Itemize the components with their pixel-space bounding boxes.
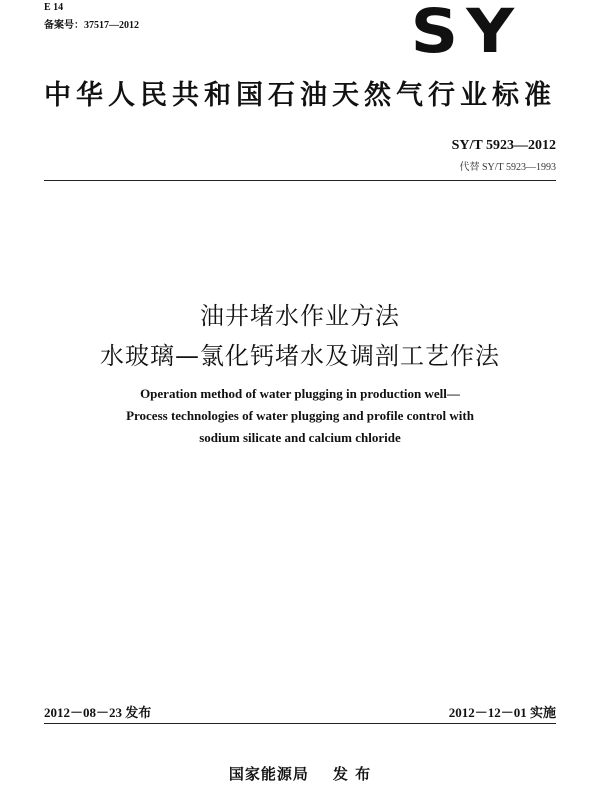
issuer-action: 发 布 <box>332 765 372 783</box>
english-title-line-1: Operation method of water plugging in production well— <box>140 386 460 401</box>
top-divider <box>44 180 556 181</box>
record-number: 备案号：37517—2012 <box>44 20 139 31</box>
issuer-name: 国家能源局 <box>228 765 309 783</box>
org-title: 中华人民共和国石油天然气行业标准 <box>44 80 556 111</box>
standard-number: SY/T 5923—2012 <box>451 138 556 153</box>
issuer-line <box>0 763 600 784</box>
bottom-divider <box>44 723 556 724</box>
replaces-standard: 代替 SY/T 5923—1993 <box>459 162 556 173</box>
chinese-title-line-2: 水玻璃—氯化钙堵水及调剖工艺作法 <box>100 342 500 370</box>
chinese-title-line-1: 油井堵水作业方法 <box>200 302 400 330</box>
ics-code: E 14 <box>44 2 64 13</box>
implementation-date: 2012－12－01 实施 <box>448 705 556 720</box>
sy-logo: SY <box>410 0 522 67</box>
english-title-line-3: sodium silicate and calcium chloride <box>199 430 401 445</box>
issue-date: 2012－08－23 发布 <box>44 705 152 720</box>
english-title-line-2: Process technologies of water plugging and profile control with <box>126 408 474 423</box>
